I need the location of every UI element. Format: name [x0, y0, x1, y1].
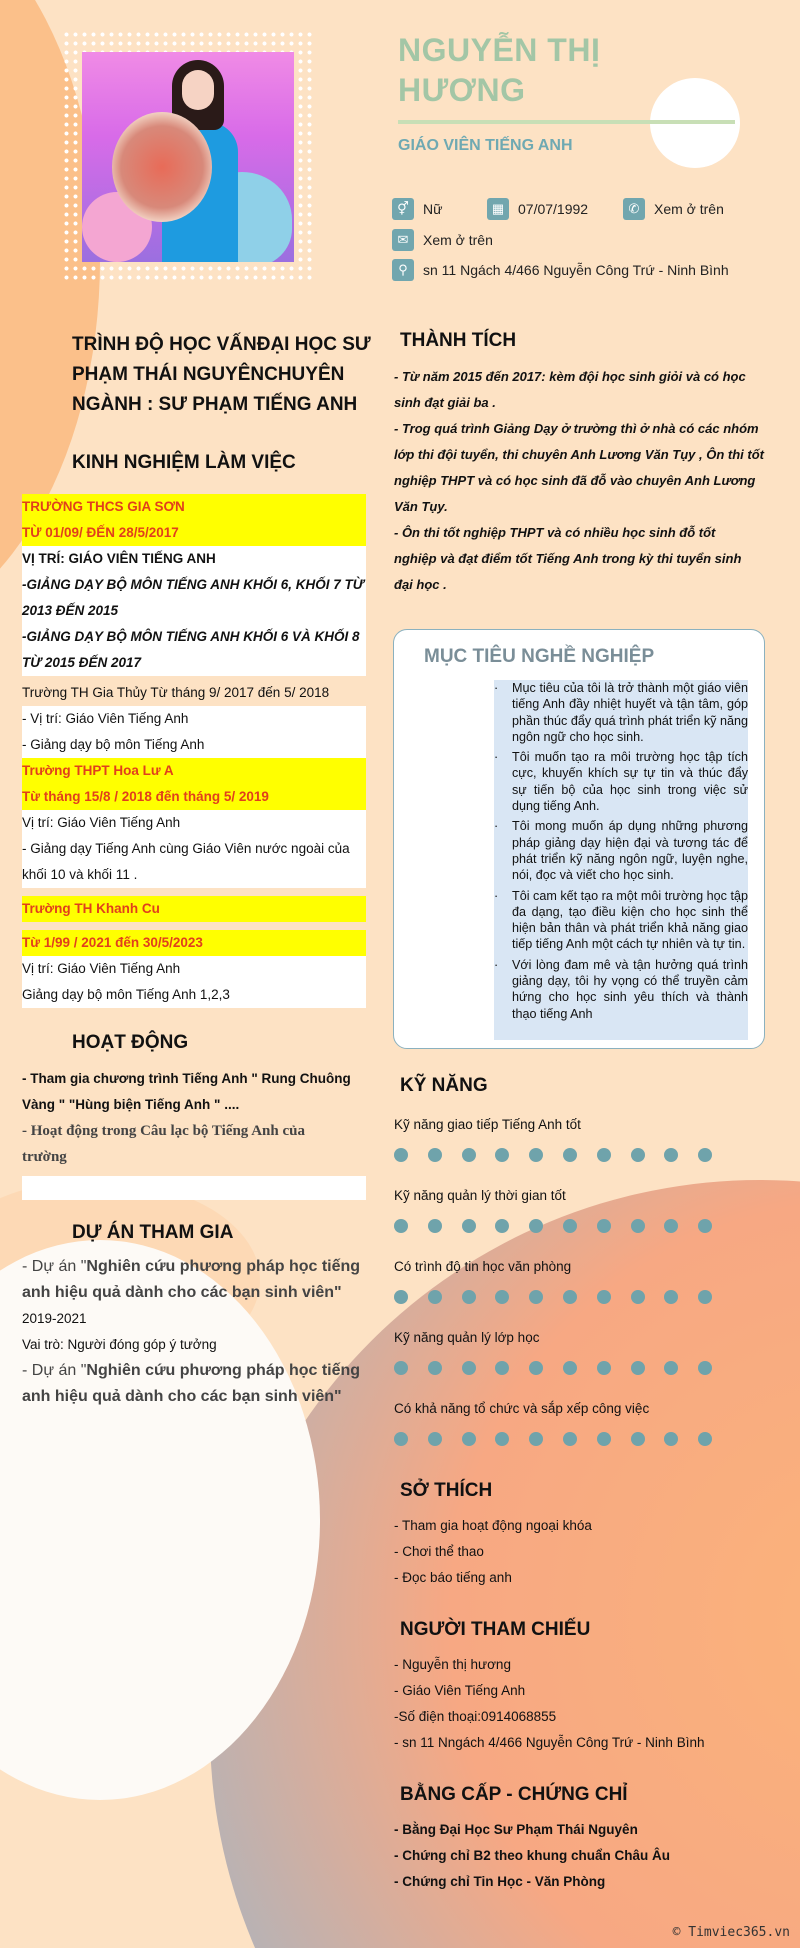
hobbies-title: SỞ THÍCH	[400, 1480, 493, 1501]
skill-label: Có trình độ tin học văn phòng	[394, 1259, 572, 1274]
rating-dot	[394, 1148, 408, 1162]
projects-list: - Dự án "Nghiên cứu phương pháp học tiếng anh hiệu quả dành cho các bạn sinh viên" 2019-2021 Vai trò: Người đóng góp ý tưởng - Dự án "Nghiên cứu phương pháp học tiếng anh hiệu quả dành cho các bạn sinh viên"	[22, 1258, 361, 1405]
achievements-text: - Từ năm 2015 đến 2017: kèm đội học sinh giỏi và có học sinh đạt giải ba . - Trog quá trình Giảng Dạy ở trường thì ở nhà có các nhóm lớp thi đội tuyển, thi chuyên Anh Lương Văn Tụy , Ôn thi tốt nghiệp THPT và có học sinh đã đỗ vào chuyên Anh Lương Văn Tụy. - Ôn thi tốt nghiệp THPT và có nhiều học sinh đỗ tốt nghiệp và đạt điểm tốt Tiếng Anh trong kỳ thi tuyển sinh đại học .	[394, 369, 765, 592]
skill-label: Kỹ năng giao tiếp Tiếng Anh tốt	[394, 1117, 581, 1132]
rating-dot	[462, 1290, 476, 1304]
rating-dot	[495, 1432, 509, 1446]
gender-icon: ⚥	[392, 198, 414, 220]
rating-dot	[462, 1219, 476, 1233]
career-goal-text: · Mục tiêu của tôi là trở thành một giáo viên tiếng Anh đầy nhiệt huyết và tận tâm, góp phần thúc đẩy quá trình phát triển kỹ năng ngôn ngữ cho học sinh. · Tôi muốn tạo ra môi trường học tập tích cực, khuyến khích sự tự tin và thúc đẩy sự tiến bộ của học sinh trong việc sử dụng tiếng Anh. · Tôi mong muốn áp dụng những phương pháp giảng dạy hiện đại và tương tác để phát triển kỹ năng ngôn ngữ, luyện nghe, nói, đọc và viết cho học sinh. · Tôi cam kết tạo ra một môi trường học tập đa dạng, tạo điều kiện cho học sinh thể hiện bản thân và phát triển khả năng giao tiếp tiếng Anh một cách tự nhiên và tự tin. · Với lòng đam mê và tận hưởng quá trình giảng dạy, tôi hy vọng có thể truyền cảm hứng cho học sinh yêu thích và thành thạo tiếng Anh	[494, 680, 748, 1040]
rating-dot	[597, 1361, 611, 1375]
rating-dot	[631, 1219, 645, 1233]
rating-dot	[529, 1148, 543, 1162]
hobbies-list	[394, 1513, 592, 1591]
gender-info: ⚥ Nữ	[392, 198, 442, 220]
skill-rating	[394, 1432, 712, 1446]
skill-rating	[394, 1219, 712, 1233]
rating-dot	[394, 1361, 408, 1375]
job-school: Trường TH Gia Thủy Từ tháng 9/ 2017 đến 5/ 2018	[22, 685, 330, 700]
skill-label: Kỹ năng quản lý lớp học	[394, 1330, 540, 1345]
candidate-name: NGUYỄN THỊ HƯƠNG	[398, 32, 601, 108]
job-duty: - Giảng dạy bộ môn Tiếng Anh	[22, 732, 366, 758]
skill-label: Có khả năng tổ chức và sắp xếp công việc	[394, 1401, 650, 1416]
rating-dot	[529, 1219, 543, 1233]
rating-dot	[495, 1361, 509, 1375]
job-period: TỪ 01/09/ ĐẾN 28/5/2017	[22, 520, 366, 546]
job-duty: -GIẢNG DẠY BỘ MÔN TIẾNG ANH KHỐI 6, KHỐI 7 TỪ 2013 ĐẾN 2015 -GIẢNG DẠY BỘ MÔN TIẾNG ANH KHỐI 6 VÀ KHỐI 8 TỪ 2015 ĐẾN 2017	[22, 572, 366, 676]
job-period: Từ 1/99 / 2021 đến 30/5/2023	[22, 930, 366, 956]
rating-dot	[597, 1432, 611, 1446]
rating-dot	[631, 1148, 645, 1162]
certificates-title: BẰNG CẤP - CHỨNG CHỈ	[400, 1784, 628, 1805]
references-title: NGƯỜI THAM CHIẾU	[400, 1619, 591, 1640]
job-position: VỊ TRÍ: GIÁO VIÊN TIẾNG ANH	[22, 546, 366, 572]
rating-dot	[563, 1148, 577, 1162]
rating-dot	[428, 1219, 442, 1233]
skill-rating	[394, 1148, 712, 1162]
name-divider	[398, 120, 735, 124]
career-goal-title: MỤC TIÊU NGHỀ NGHIỆP	[424, 646, 655, 667]
list-item: - Giáo Viên Tiếng Anh	[394, 1683, 526, 1698]
rating-dot	[428, 1432, 442, 1446]
job-duty: - Giảng dạy Tiếng Anh cùng Giáo Viên nước ngoài của khối 10 và khối 11 .	[22, 836, 366, 888]
rating-dot	[698, 1361, 712, 1375]
rating-dot	[462, 1361, 476, 1375]
projects-title: DỰ ÁN THAM GIA	[72, 1222, 234, 1243]
list-item: - Chơi thể thao	[394, 1544, 484, 1559]
rating-dot	[529, 1290, 543, 1304]
rating-dot	[394, 1219, 408, 1233]
skills-title: KỸ NĂNG	[400, 1075, 488, 1096]
rating-dot	[597, 1219, 611, 1233]
rating-dot	[394, 1432, 408, 1446]
profile-photo	[82, 52, 294, 262]
rating-dot	[698, 1290, 712, 1304]
rating-dot	[495, 1219, 509, 1233]
experience-list	[22, 494, 366, 1008]
job-period: Từ tháng 15/8 / 2018 đến tháng 5/ 2019	[22, 784, 366, 810]
activities-title: HOẠT ĐỘNG	[72, 1032, 189, 1053]
rating-dot	[664, 1432, 678, 1446]
list-item: -Số điện thoại:0914068855	[394, 1709, 557, 1724]
job-position: - Vị trí: Giáo Viên Tiếng Anh	[22, 706, 366, 732]
rating-dot	[631, 1361, 645, 1375]
list-item: - Chứng chỉ Tin Học - Văn Phòng	[394, 1874, 606, 1889]
calendar-icon: ▦	[487, 198, 509, 220]
rating-dot	[597, 1148, 611, 1162]
list-item: - Nguyễn thị hương	[394, 1657, 511, 1672]
rating-dot	[563, 1432, 577, 1446]
email-icon: ✉	[392, 229, 414, 251]
rating-dot	[563, 1290, 577, 1304]
rating-dot	[631, 1290, 645, 1304]
job-position: Vị trí: Giáo Viên Tiếng Anh	[22, 810, 366, 836]
certificates-list	[394, 1817, 670, 1895]
rating-dot	[664, 1219, 678, 1233]
phone-info: ✆ Xem ở trên	[623, 198, 724, 220]
rating-dot	[495, 1290, 509, 1304]
rating-dot	[597, 1290, 611, 1304]
references-list	[394, 1652, 704, 1756]
list-item: - Chứng chỉ B2 theo khung chuẩn Châu Âu	[394, 1848, 671, 1863]
rating-dot	[698, 1148, 712, 1162]
birthday-info: ▦ 07/07/1992	[487, 198, 588, 220]
activities-list: - Tham gia chương trình Tiếng Anh " Rung Chuông Vàng " "Hùng biện Tiếng Anh " .... - Hoạt động trong Câu lạc bộ Tiếng Anh của trường	[22, 1066, 366, 1200]
list-item: - Bằng Đại Học Sư Phạm Thái Nguyên	[394, 1822, 638, 1837]
rating-dot	[529, 1432, 543, 1446]
rating-dot	[631, 1432, 645, 1446]
rating-dot	[698, 1432, 712, 1446]
rating-dot	[495, 1148, 509, 1162]
skill-rating	[394, 1361, 712, 1375]
job-school: Trường THPT Hoa Lư A	[22, 758, 366, 784]
rating-dot	[462, 1148, 476, 1162]
rating-dot	[698, 1219, 712, 1233]
rating-dot	[664, 1148, 678, 1162]
job-position: Vị trí: Giáo Viên Tiếng Anh	[22, 956, 366, 982]
phone-icon: ✆	[623, 198, 645, 220]
rating-dot	[462, 1432, 476, 1446]
rating-dot	[664, 1361, 678, 1375]
rating-dot	[563, 1361, 577, 1375]
rating-dot	[428, 1361, 442, 1375]
rating-dot	[394, 1290, 408, 1304]
location-icon: ⚲	[392, 259, 414, 281]
achievements-title: THÀNH TÍCH	[400, 330, 517, 351]
job-school: TRƯỜNG THCS GIA SƠN	[22, 494, 366, 520]
rating-dot	[664, 1290, 678, 1304]
skill-label: Kỹ năng quản lý thời gian tốt	[394, 1188, 566, 1203]
list-item: - sn 11 Nngách 4/466 Nguyễn Công Trứ - Ninh Bình	[394, 1735, 705, 1750]
footer-watermark: © Timviec365.vn	[672, 1925, 790, 1940]
rating-dot	[563, 1219, 577, 1233]
rating-dot	[529, 1361, 543, 1375]
rating-dot	[428, 1148, 442, 1162]
address-info: ⚲ sn 11 Ngách 4/466 Nguyễn Công Trứ - Ninh Bình	[392, 259, 729, 281]
list-item: - Tham gia hoạt động ngoại khóa	[394, 1518, 592, 1533]
education-section: TRÌNH ĐỘ HỌC VẤNĐẠI HỌC SƯ PHẠM THÁI NGUYÊNCHUYÊN NGÀNH : SƯ PHẠM TIẾNG ANH	[72, 334, 371, 415]
list-item: - Đọc báo tiếng anh	[394, 1570, 512, 1585]
job-duty: Giảng dạy bộ môn Tiếng Anh 1,2,3	[22, 982, 366, 1008]
job-school: Trường TH Khanh Cu	[22, 896, 366, 922]
job-title: GIÁO VIÊN TIẾNG ANH	[398, 137, 573, 154]
skill-rating	[394, 1290, 712, 1304]
rating-dot	[428, 1290, 442, 1304]
email-info: ✉ Xem ở trên	[392, 229, 493, 251]
career-goal-card	[393, 629, 765, 1049]
experience-title: KINH NGHIỆM LÀM VIỆC	[72, 452, 296, 473]
